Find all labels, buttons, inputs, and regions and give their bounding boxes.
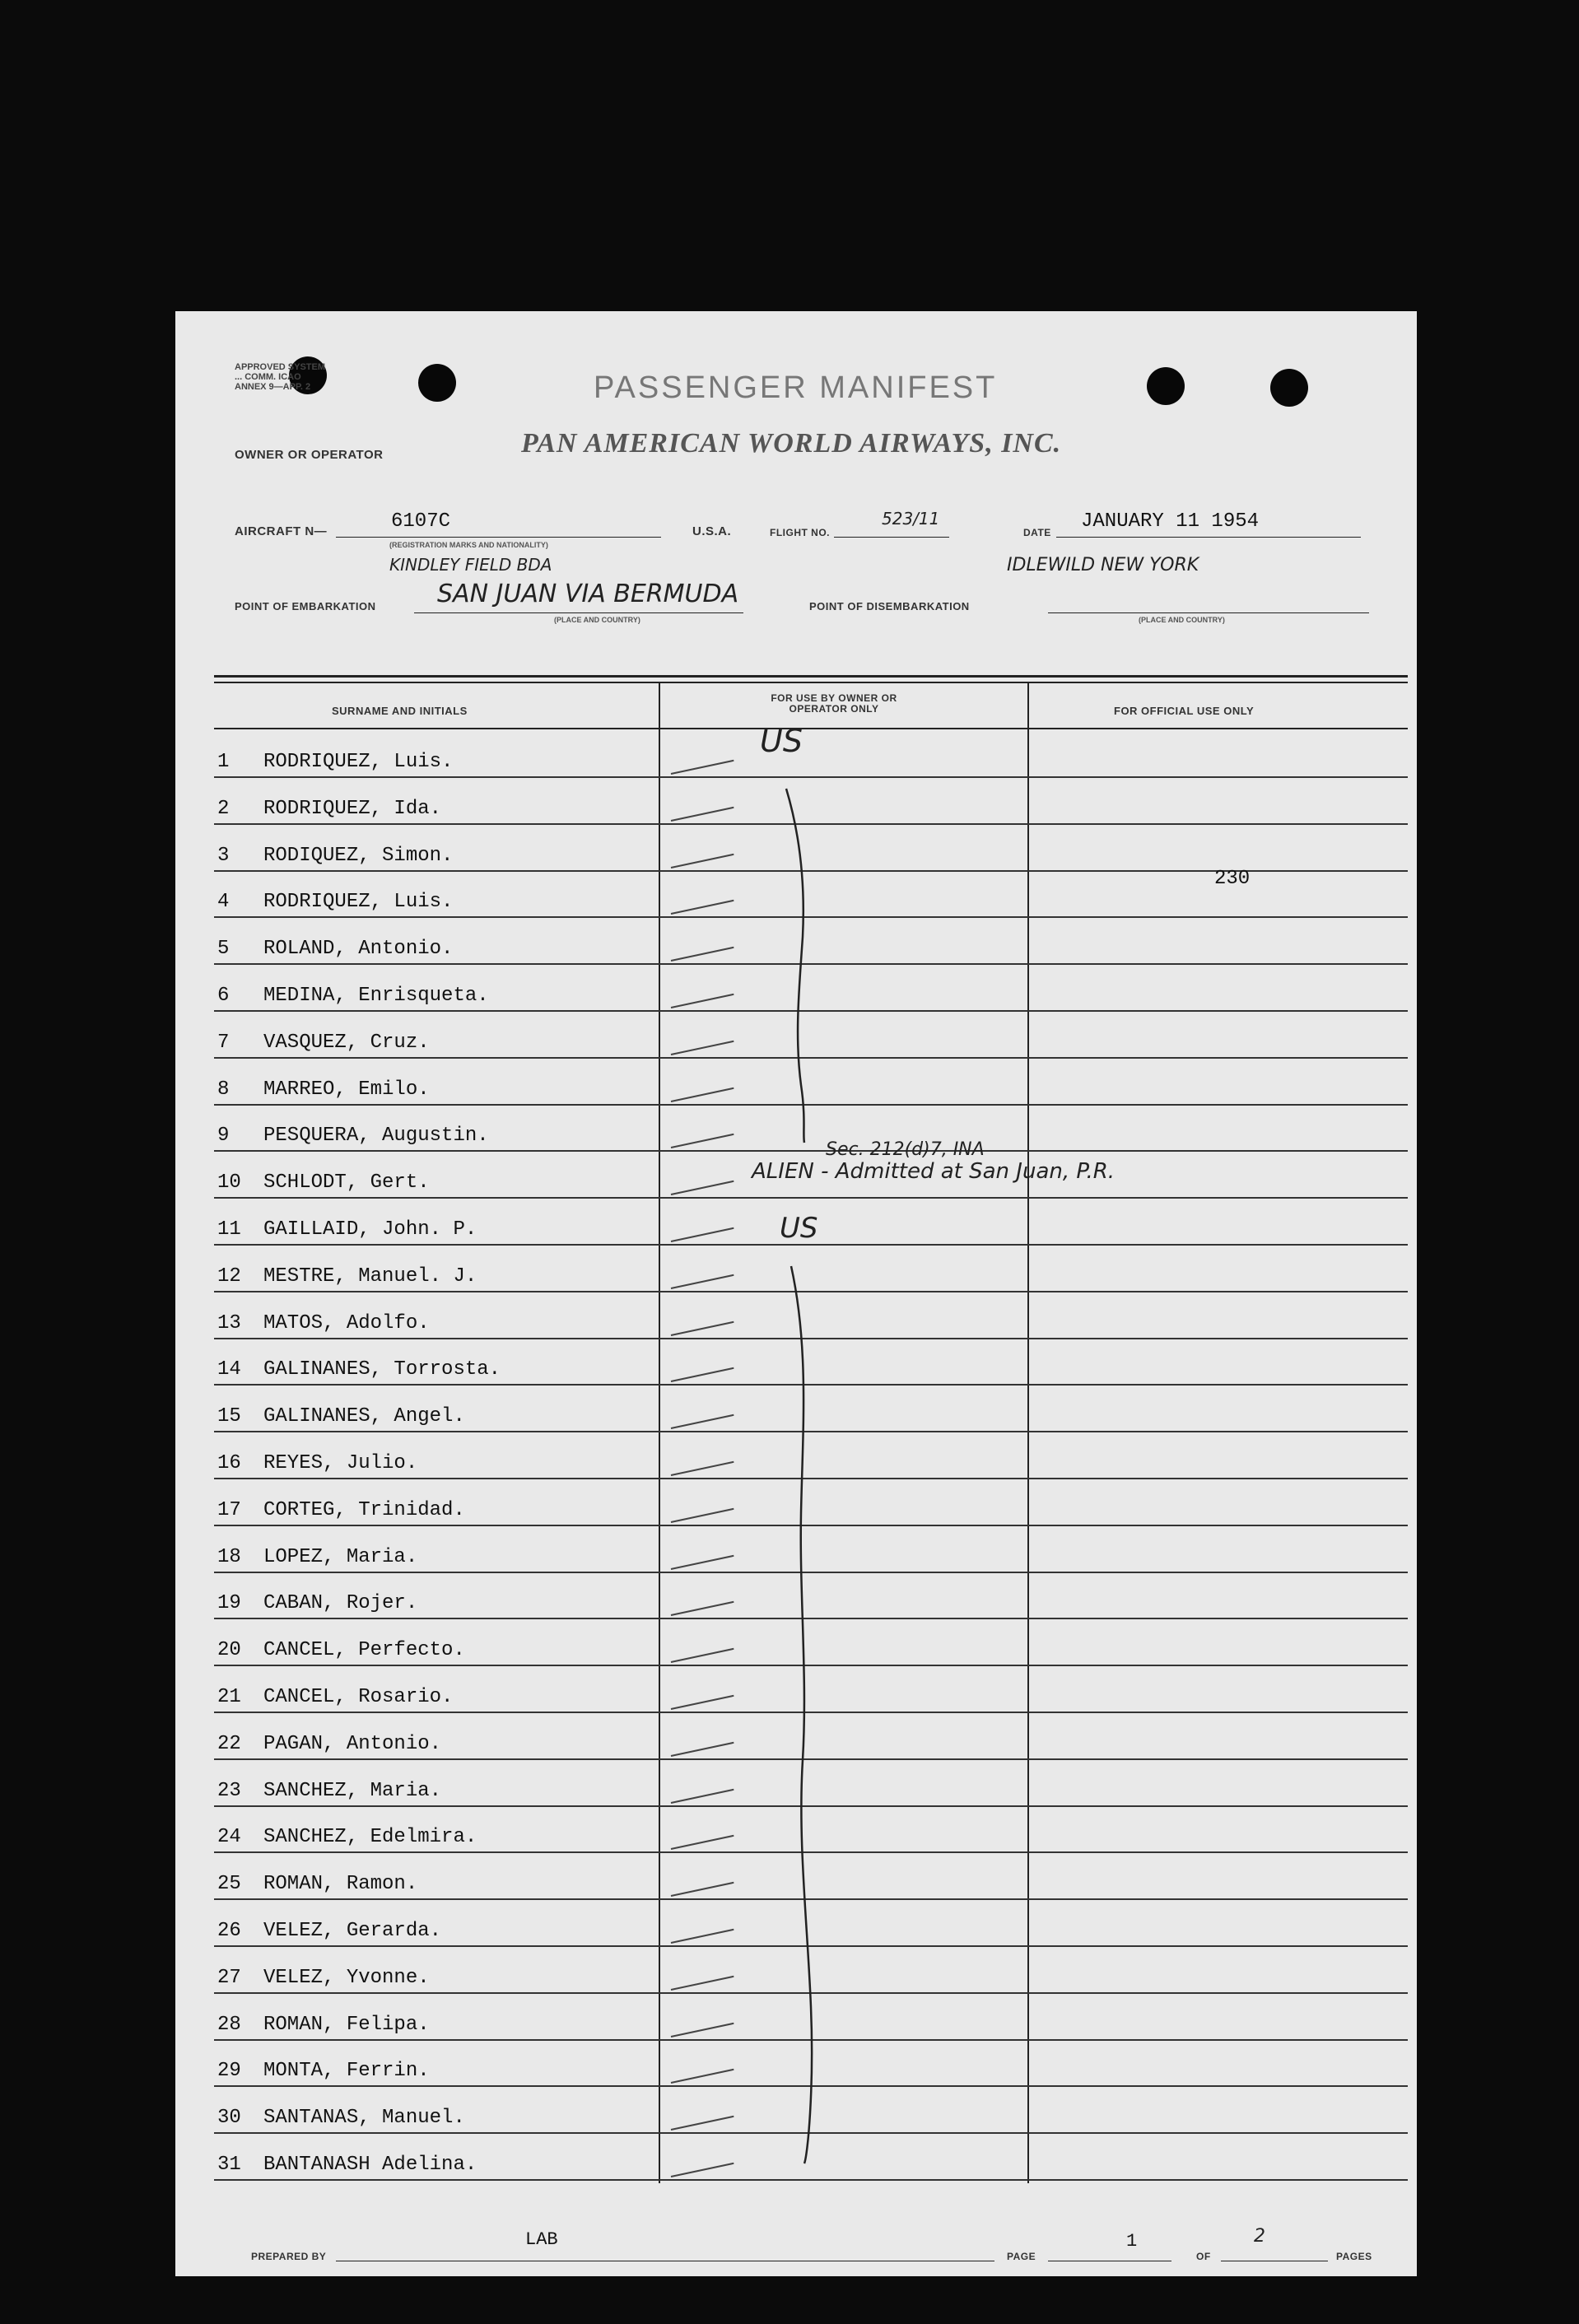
passenger-number: 6 [217, 985, 230, 1007]
disembark-label: POINT OF DISEMBARKATION [809, 600, 970, 612]
owner-value: PAN AMERICAN WORLD AIRWAYS, INC. [521, 428, 1062, 459]
passenger-number: 3 [217, 844, 230, 867]
place-country-note-2: (PLACE AND COUNTRY) [1139, 616, 1225, 624]
of-label: OF [1196, 2251, 1211, 2262]
nationality: U.S.A. [692, 524, 732, 538]
sec-annotation: Sec. 212(d)7, INA [826, 1139, 985, 1160]
passenger-name: RODRIQUEZ, Luis. [263, 891, 454, 914]
ditto-marks [175, 311, 1417, 2276]
alien-annotation: ALIEN - Admitted at San Juan, P.R. [752, 1159, 1116, 1184]
passenger-name: RODIQUEZ, Simon. [263, 844, 454, 867]
passenger-name: BANTANASH Adelina. [263, 2154, 477, 2176]
passenger-number: 19 [217, 1592, 241, 1615]
passenger-name: PAGAN, Antonio. [263, 1732, 442, 1755]
col-official-use-header: FOR OFFICIAL USE ONLY [1114, 705, 1255, 717]
passenger-name: ROLAND, Antonio. [263, 938, 454, 961]
passenger-name: VELEZ, Yvonne. [263, 1966, 430, 1989]
passenger-number: 31 [217, 2154, 241, 2176]
flight-value: 523/11 [882, 509, 940, 529]
passenger-name: MARREO, Emilo. [263, 1078, 430, 1101]
passenger-name: VELEZ, Gerarda. [263, 1920, 442, 1942]
passenger-number: 11 [217, 1218, 241, 1241]
passenger-number: 18 [217, 1545, 241, 1568]
passenger-name: GALINANES, Angel. [263, 1405, 465, 1428]
passenger-name: GAILLAID, John. P. [263, 1218, 477, 1241]
passenger-name: SANTANAS, Manuel. [263, 2107, 465, 2130]
passenger-number: 25 [217, 1873, 241, 1896]
passenger-name: RODRIQUEZ, Ida. [263, 797, 442, 820]
embark-handwritten-above: KINDLEY FIELD BDA [389, 555, 552, 575]
passenger-name: ROMAN, Felipa. [263, 2013, 430, 2036]
passenger-number: 21 [217, 1686, 241, 1708]
place-country-note: (PLACE AND COUNTRY) [554, 616, 640, 624]
registration-note: (REGISTRATION MARKS AND NATIONALITY) [389, 541, 548, 549]
date-label: DATE [1023, 527, 1051, 538]
date-value: JANUARY 11 1954 [1081, 510, 1260, 533]
passenger-name: SCHLODT, Gert. [263, 1171, 430, 1195]
passenger-number: 13 [217, 1311, 241, 1334]
passenger-number: 20 [217, 1639, 241, 1662]
passenger-number: 10 [217, 1171, 241, 1195]
form-title: PASSENGER MANIFEST [594, 370, 998, 405]
passenger-name: GALINANES, Torrosta. [263, 1358, 501, 1381]
passenger-name: VASQUEZ, Cruz. [263, 1031, 430, 1054]
passenger-name: ROMAN, Ramon. [263, 1873, 418, 1896]
passenger-number: 8 [217, 1078, 230, 1101]
passenger-number: 22 [217, 1732, 241, 1755]
prepared-label: PREPARED BY [251, 2251, 327, 2262]
passenger-name: RODRIQUEZ, Luis. [263, 751, 454, 773]
passenger-number: 12 [217, 1264, 241, 1288]
passenger-number: 29 [217, 2060, 241, 2083]
pages-label: PAGES [1336, 2251, 1372, 2262]
us-annotation-2: US [780, 1212, 818, 1245]
embark-value: SAN JUAN VIA BERMUDA [437, 580, 739, 608]
owner-label: OWNER OR OPERATOR [235, 448, 384, 462]
passenger-number: 16 [217, 1452, 241, 1474]
passenger-name: CORTEG, Trinidad. [263, 1498, 465, 1521]
passenger-number: 27 [217, 1966, 241, 1989]
passenger-number: 23 [217, 1779, 241, 1802]
passenger-name: CANCEL, Perfecto. [263, 1639, 465, 1662]
passenger-name: REYES, Julio. [263, 1452, 418, 1474]
aircraft-value: 6107C [391, 510, 451, 533]
passenger-name: LOPEZ, Maria. [263, 1545, 418, 1568]
official-count: 230 [1214, 868, 1251, 890]
approval-text: APPROVED SYSTEM ... COMM. ICAO ANNEX 9—APP. 2 [235, 362, 326, 392]
embark-label: POINT OF EMBARKATION [235, 600, 376, 612]
passenger-number: 9 [217, 1125, 230, 1148]
passenger-name: PESQUERA, Augustin. [263, 1125, 489, 1148]
passenger-number: 17 [217, 1498, 241, 1521]
us-annotation: US [760, 723, 803, 759]
passenger-name: CABAN, Rojer. [263, 1592, 418, 1615]
passenger-number: 1 [217, 751, 230, 773]
passenger-name: MESTRE, Manuel. J. [263, 1264, 477, 1288]
passenger-name: MATOS, Adolfo. [263, 1311, 430, 1334]
passenger-number: 5 [217, 938, 230, 961]
page-value: 1 [1126, 2231, 1138, 2252]
prepared-value: LAB [525, 2229, 558, 2250]
aircraft-label: AIRCRAFT N— [235, 524, 328, 538]
passenger-number: 15 [217, 1405, 241, 1428]
passenger-name: MEDINA, Enrisqueta. [263, 985, 489, 1007]
page-label: PAGE [1007, 2251, 1036, 2262]
passenger-number: 24 [217, 1826, 241, 1849]
passenger-name: CANCEL, Rosario. [263, 1686, 454, 1708]
passenger-number: 28 [217, 2013, 241, 2036]
passenger-number: 26 [217, 1920, 241, 1942]
disembark-value: IDLEWILD NEW YORK [1007, 555, 1199, 575]
flight-label: FLIGHT NO. [770, 527, 830, 538]
manifest-page [175, 311, 1417, 2276]
passenger-number: 30 [217, 2107, 241, 2130]
passenger-number: 7 [217, 1031, 230, 1054]
passenger-name: SANCHEZ, Maria. [263, 1779, 442, 1802]
passenger-number: 4 [217, 891, 230, 914]
passenger-name: SANCHEZ, Edelmira. [263, 1826, 477, 1849]
col-owner-use-header: FOR USE BY OWNER OR OPERATOR ONLY [771, 692, 897, 715]
of-value: 2 [1254, 2226, 1265, 2247]
passenger-name: MONTA, Ferrin. [263, 2060, 430, 2083]
col-surname-header: SURNAME AND INITIALS [332, 705, 468, 717]
passenger-number: 2 [217, 797, 230, 820]
passenger-number: 14 [217, 1358, 241, 1381]
